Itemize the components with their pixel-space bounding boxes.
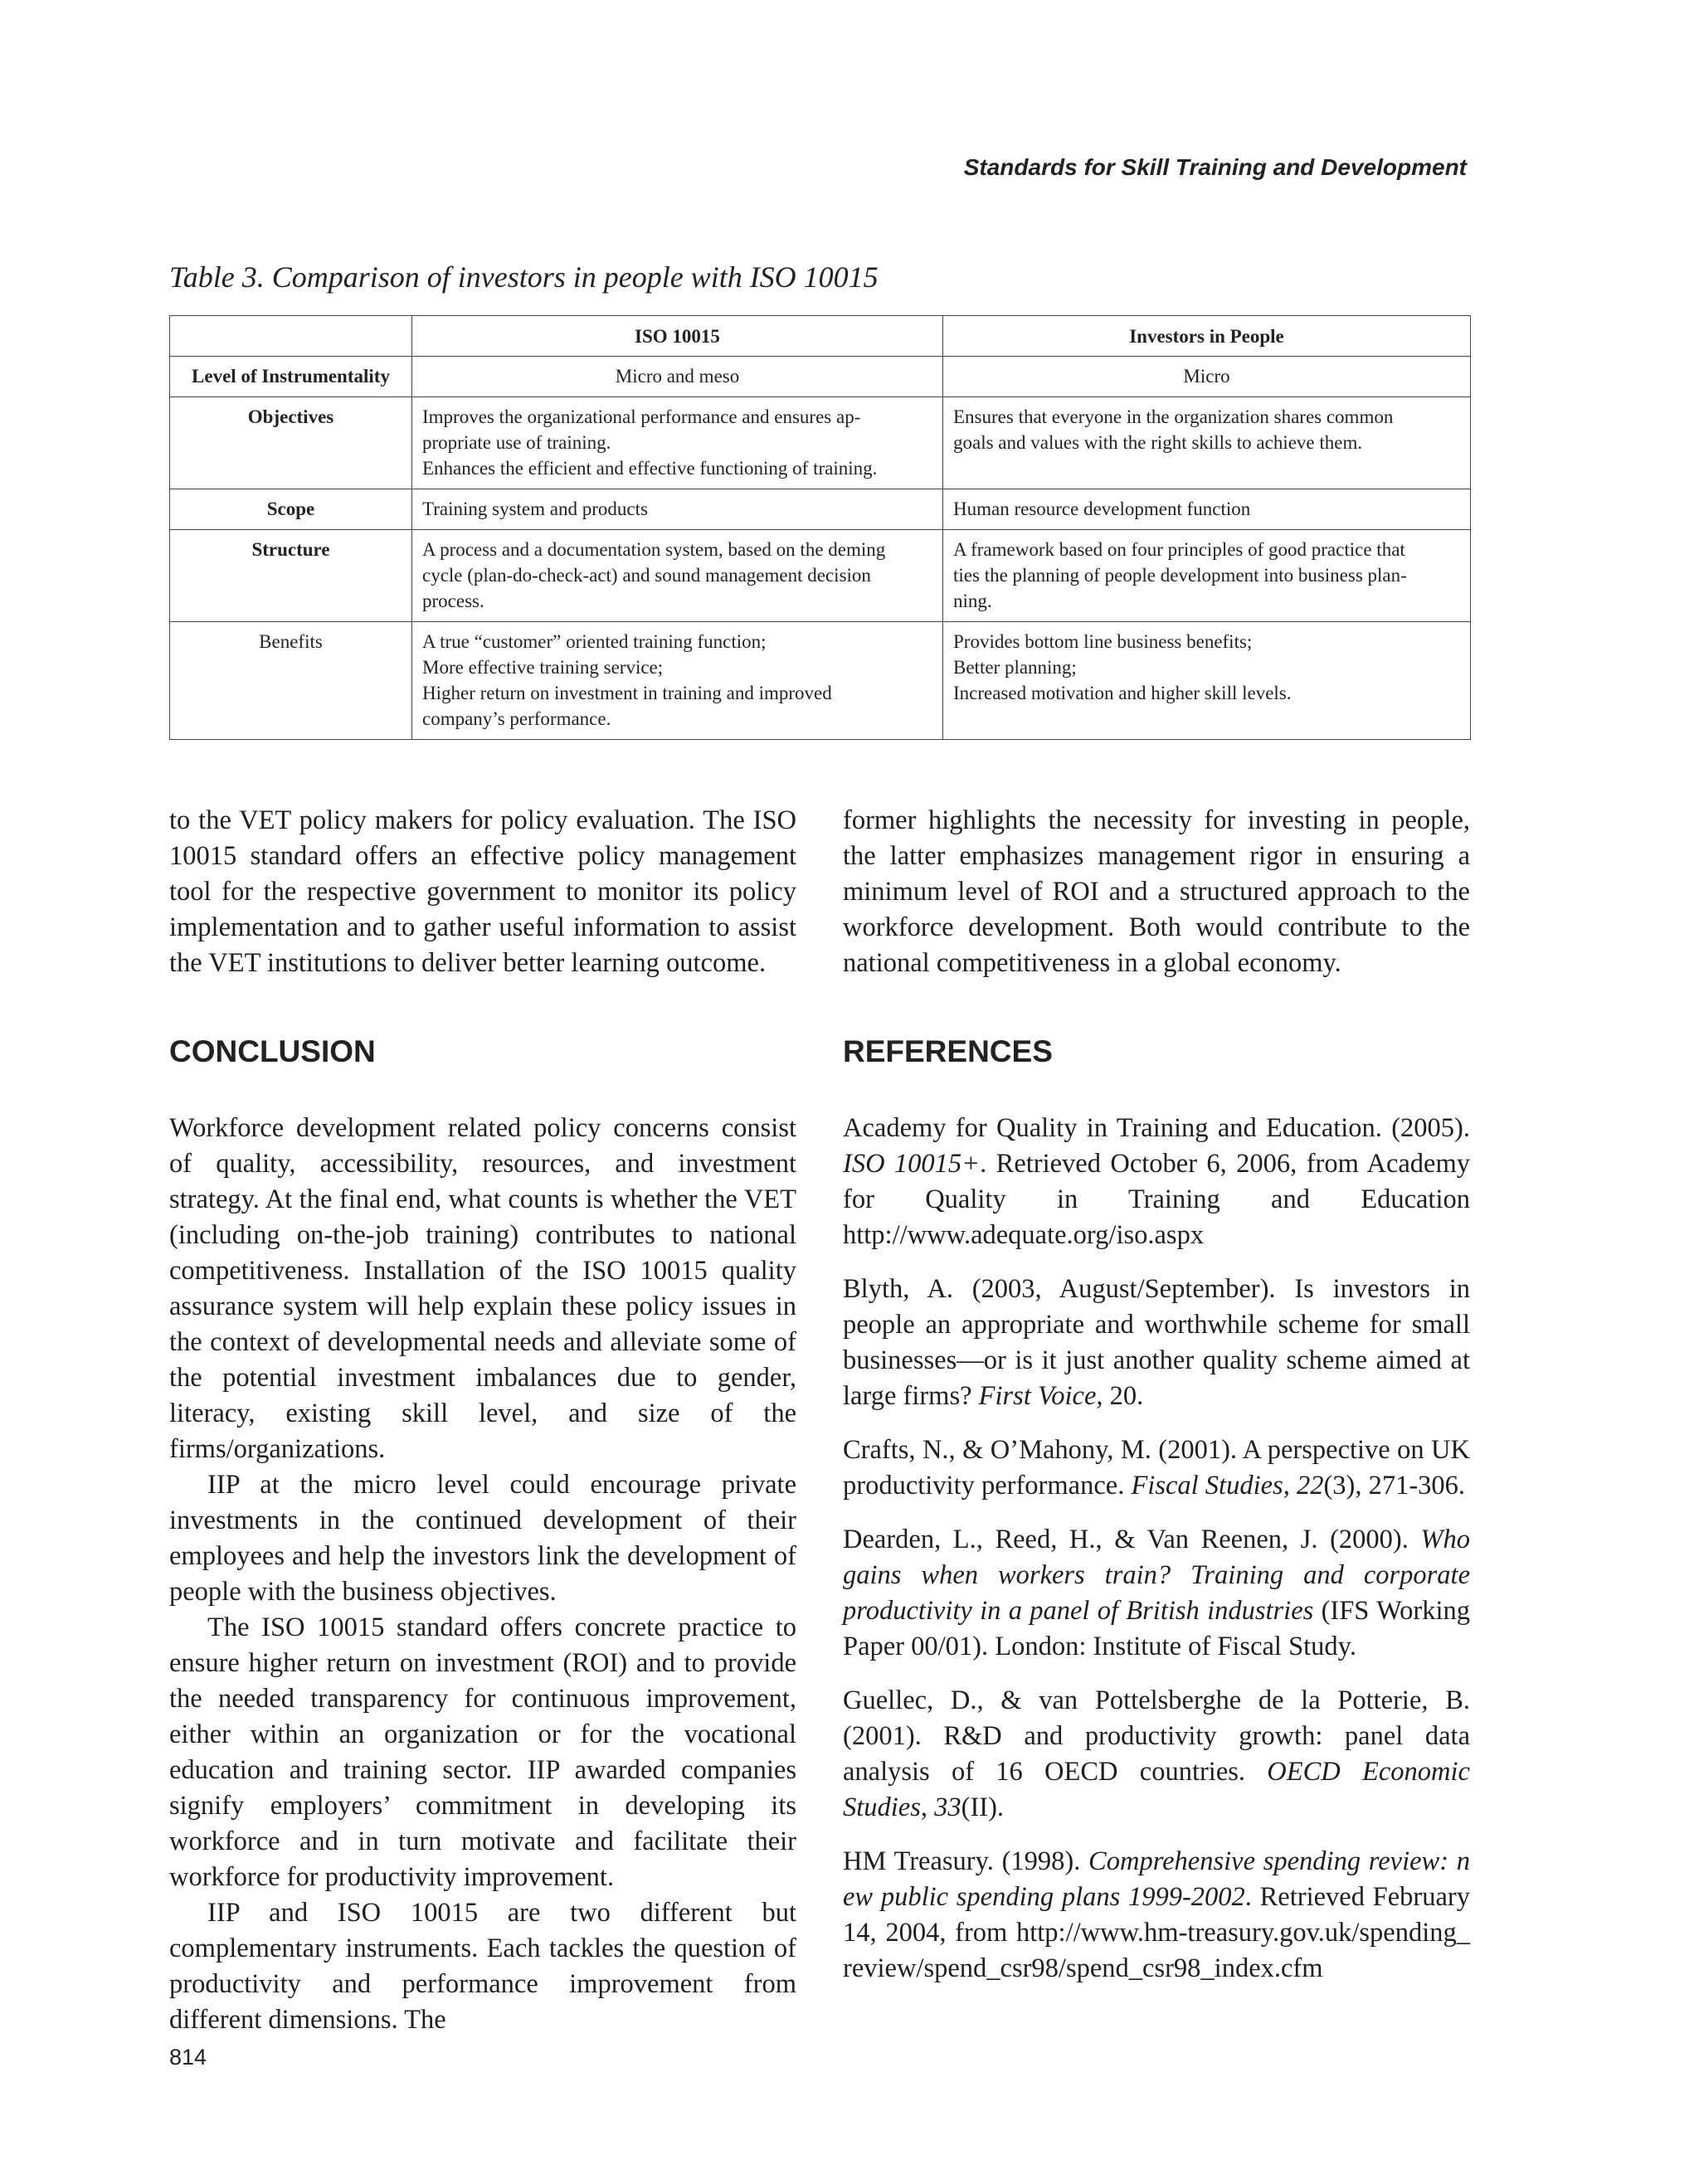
iip-cell: Human resource development function	[943, 489, 1471, 530]
reference-item: Blyth, A. (2003, August/September). Is investors in people an appropriate and worthwhile scheme for small businesses—or is it just another quality scheme aimed at large firms? First Voice, 20.	[843, 1274, 1470, 1411]
iso-cell: Micro and meso	[412, 357, 943, 397]
comparison-table	[169, 315, 1471, 740]
conclusion-paragraph: Workforce development related policy concerns consist of quality, accessibility, resources, and investment strategy. At the final end, what counts is whether the VET (including on-the-job training) contributes to national competitiveness. Installation of the ISO 10015 quality assurance system will help explain these policy issues in the context of developmental needs and alleviate some of the potential investment imbalances due to gender, literacy, existing skill level, and size of the firms/organizations.	[169, 1113, 796, 1464]
iso-cell: Training system and products	[412, 489, 943, 530]
right-intro-paragraph: former highlights the necessity for investing in people, the latter emphasizes management rigor in ensuring a minimum level of ROI and a structured approach to the workforce development. Both would contribute to the national competitiveness in a global economy.	[843, 805, 1470, 978]
iip-cell: A framework based on four principles of good practice that ties the planning of people development into business plan- ning.	[943, 530, 1471, 622]
conclusion-heading: CONCLUSION	[169, 1034, 376, 1068]
table-row	[170, 622, 1471, 740]
reference-item: HM Treasury. (1998). Comprehensive spending review: new public spending plans 1999-2002. Retrieved February 14, 2004, from http://www.hm-treasury.gov.uk/spending_review/spend_csr98/spend_csr98_index.cfm	[843, 1846, 1470, 1983]
row-label: Structure	[170, 530, 412, 622]
reference-item: Dearden, L., Reed, H., & Van Reenen, J. (2000). Who gains when workers train? Training and corporate productivity in a panel of British industries (IFS Working Paper 00/01). London: Institute of Fiscal Study.	[843, 1525, 1470, 1661]
conclusion-paragraph: The ISO 10015 standard offers concrete practice to ensure higher return on investment (ROI) and to provide the needed transparency for continuous improvement, either within an organization or for the vocational education and training sector. IIP awarded companies signify employers’ commitment in developing its workforce and in turn motivate and facilitate their workforce for productivity improvement.	[169, 1612, 796, 1892]
row-label: Benefits	[170, 622, 412, 740]
table-row	[170, 530, 1471, 622]
references-list	[843, 1111, 1470, 2005]
reference-item: Academy for Quality in Training and Education. (2005). ISO 10015+. Retrieved October 6, 2006, from Academy for Quality in Training and Education http://www.adequate.org/iso.aspx	[843, 1113, 1470, 1250]
table-header-row	[170, 316, 1471, 357]
iip-cell: Micro	[943, 357, 1471, 397]
references-heading: REFERENCES	[843, 1034, 1053, 1068]
conclusion-paragraph: IIP at the micro level could encourage private investments in the continued development of their employees and help the investors link the development of people with the business objectives.	[169, 1470, 796, 1607]
iso-cell: A true “customer” oriented training function; More effective training service; Higher return on investment in training and improved company’s performance.	[412, 622, 943, 740]
row-label: Level of Instrumentality	[170, 357, 412, 397]
left-intro-paragraph: to the VET policy makers for policy evaluation. The ISO 10015 standard offers an effective policy management tool for the respective government to monitor its policy implementation and to gather useful information to assist the VET institutions to deliver better learning outcome.	[169, 805, 796, 978]
row-label: Objectives	[170, 397, 412, 489]
iso-cell: A process and a documentation system, based on the deming cycle (plan-do-check-act) and sound management decision process.	[412, 530, 943, 622]
row-label: Scope	[170, 489, 412, 530]
reference-item: Crafts, N., & O’Mahony, M. (2001). A perspective on UK productivity performance. Fiscal Studies, 22(3), 271-306.	[843, 1435, 1470, 1501]
table-row	[170, 397, 1471, 489]
conclusion-body	[169, 1111, 796, 2038]
running-header: Standards for Skill Training and Development	[963, 154, 1467, 180]
table-caption: Table 3. Comparison of investors in people with ISO 10015	[169, 260, 879, 294]
table-corner-cell	[170, 316, 412, 357]
conclusion-paragraph: IIP and ISO 10015 are two different but complementary instruments. Each tackles the question of productivity and performance improvement from different dimensions. The	[169, 1898, 796, 2035]
table-row	[170, 357, 1471, 397]
column-header-iip: Investors in People	[943, 316, 1471, 357]
column-header-iso: ISO 10015	[412, 316, 943, 357]
iip-cell: Provides bottom line business benefits; Better planning; Increased motivation and higher skill levels.	[943, 622, 1471, 740]
page-number: 814	[169, 2045, 207, 2070]
table-row	[170, 489, 1471, 530]
reference-item: Guellec, D., & van Pottelsberghe de la Potterie, B. (2001). R&D and productivity growth: panel data analysis of 16 OECD countries. OECD Economic Studies, 33(II).	[843, 1685, 1470, 1822]
iso-cell: Improves the organizational performance and ensures ap- propriate use of training. Enhances the efficient and effective functioning of training.	[412, 397, 943, 489]
iip-cell: Ensures that everyone in the organization shares common goals and values with the right skills to achieve them.	[943, 397, 1471, 489]
